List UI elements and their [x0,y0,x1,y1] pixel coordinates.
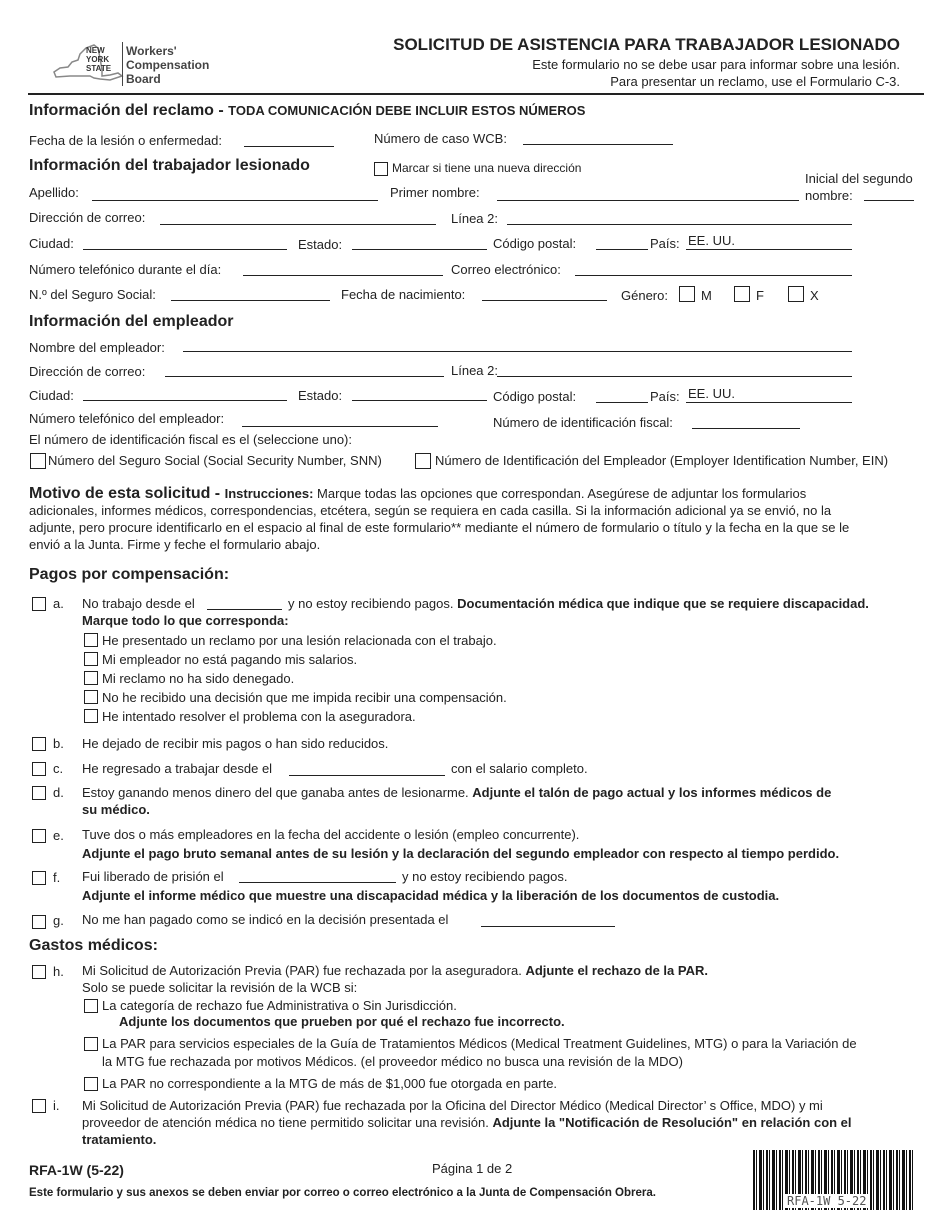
tax-id-field[interactable] [692,415,800,429]
gender-label: Género: [621,288,668,303]
form-subtitle-1: Este formulario no se debe usar para informar sobre una lesión. [532,57,900,72]
last-name-label: Apellido: [29,185,79,200]
employer-line2-field[interactable] [497,363,852,377]
form-id: RFA-1W (5-22) [29,1162,124,1178]
option-h-sub-1-label: La categoría de rechazo fue Administrativa o Sin Jurisdicción. [102,998,457,1013]
option-h-sub-3-label: La PAR no correspondiente a la MTG de más de $1,000 fue otorgada en parte. [102,1076,558,1091]
option-d-line-1: Estoy ganando menos dinero del que ganaba antes de lesionarme. Adjunte el talón de pago actual y los informes médicos de [82,785,832,800]
injury-date-label: Fecha de la lesión o enfermedad: [29,133,222,148]
option-a-checkbox[interactable] [32,597,46,611]
employer-city-label: Ciudad: [29,388,74,403]
option-f-text-2: y no estoy recibiendo pagos. [402,869,568,884]
worker-country-label: País: [650,236,680,251]
employer-line2-label: Línea 2: [451,363,498,378]
option-d-letter: d. [53,785,64,800]
employer-zip-label: Código postal: [493,389,577,404]
middle-initial-label-1: Inicial del segundo [805,171,913,186]
gender-x-checkbox[interactable] [788,286,804,302]
option-e-letter: e. [53,828,64,843]
option-e-bold: Adjunte el pago bruto semanal antes de su lesión y la declaración del segundo empleador con respecto al tiempo perdido. [82,846,840,861]
returned-to-work-date-field[interactable] [289,762,445,776]
logo-divider [122,42,123,86]
option-d-line-2: su médico. [82,802,150,817]
middle-initial-label-2: nombre: [805,188,853,203]
option-f-text-1: Fui liberado de prisión el [82,869,224,884]
barcode [753,1150,913,1210]
agency-name-1: Workers' [126,44,177,58]
worker-city-field[interactable] [83,236,287,250]
first-name-label: Primer nombre: [390,185,480,200]
barcode-text: RFA-1W 5-22 [787,1194,867,1208]
worker-city-label: Ciudad: [29,236,74,251]
employer-state-field[interactable] [352,387,487,401]
employer-name-label: Nombre del empleador: [29,340,165,355]
injury-date-field[interactable] [244,133,334,147]
option-h-sub-1-checkbox[interactable] [84,999,98,1013]
gender-f-checkbox[interactable] [734,286,750,302]
option-h-sub-2-line-2: la MTG fue rechazada por motivos Médicos. (el proveedor médico no busca una revisión de la MDO) [102,1054,683,1069]
tax-id-ein-label: Número de Identificación del Empleador (Employer Identification Number, EIN) [435,453,889,468]
page-number: Página 1 de 2 [432,1161,513,1176]
employer-country-value: EE. UU. [688,386,735,401]
option-h-sub-3-checkbox[interactable] [84,1077,98,1091]
new-address-checkbox[interactable] [374,162,388,176]
option-g-letter: g. [53,913,64,928]
option-h-checkbox[interactable] [32,965,46,979]
option-a-sub-1-label: He presentado un reclamo por una lesión relacionada con el trabajo. [102,633,497,648]
option-a-sub-3-checkbox[interactable] [84,671,98,685]
option-a-sub-1-checkbox[interactable] [84,633,98,647]
worker-country-field[interactable] [686,233,852,250]
form-subtitle-2: Para presentar un reclamo, use el Formulario C-3. [610,74,900,89]
option-a-letter: a. [53,596,64,611]
worker-state-field[interactable] [352,236,487,250]
option-g-checkbox[interactable] [32,915,46,929]
reason-instructions: Motivo de esta solicitud - Instrucciones: Marque todas las opciones que correspondan. Asegúrese de adjuntar los formularios adicionales, informes médicos, correspondencias, etcétera, según se requiera en cada casilla. Si la información adicional ya se envió, no la adjunte, pero procure identificarlo en el espacio al final de este formulario** mediante el número de formulario o título y la fecha en la que se le envió a la Junta. Firme y feche el formulario abajo. [29,485,850,552]
option-e-text: Tuve dos o más empleadores en la fecha del accidente o lesión (empleo concurrente). [82,827,580,842]
prison-release-date-field[interactable] [239,869,396,883]
employer-address-label: Dirección de correo: [29,364,146,379]
option-i-line-1: Mi Solicitud de Autorización Previa (PAR) fue rechazada por la Oficina del Director Médico (Medical Director’ s Office, MDO) y mi [82,1098,823,1113]
option-a-text-1: No trabajo desde el [82,596,195,611]
employer-city-field[interactable] [83,387,287,401]
medical-heading: Gastos médicos: [29,937,158,954]
option-a-sub-3-label: Mi reclamo no ha sido denegado. [102,671,295,686]
new-address-label: Marcar si tiene una nueva dirección [392,161,582,175]
option-h-only: Solo se puede solicitar la revisión de la WCB si: [82,980,358,995]
employer-state-label: Estado: [298,388,343,403]
claim-heading: Información del reclamo - TODA COMUNICACIÓN DEBE INCLUIR ESTOS NÚMEROS [29,102,586,119]
footer-note: Este formulario y sus anexos se deben enviar por correo o correo electrónico a la Junta de Compensación Obrera. [29,1187,656,1199]
option-i-letter: i. [53,1098,60,1113]
option-c-letter: c. [53,761,64,776]
worker-heading: Información del trabajador lesionado [29,157,310,174]
worker-line2-label: Línea 2: [451,211,498,226]
option-a-sub-2-label: Mi empleador no está pagando mis salarios. [102,652,358,667]
option-a-sub-5-label: He intentado resolver el problema con la aseguradora. [102,709,416,724]
option-b-checkbox[interactable] [32,737,46,751]
worker-line2-field[interactable] [507,211,852,225]
worker-zip-label: Código postal: [493,236,577,251]
employer-country-field[interactable] [686,386,852,403]
day-phone-field[interactable] [243,262,443,276]
option-a-mark-all: Marque todo lo que corresponda: [82,613,289,628]
option-f-checkbox[interactable] [32,871,46,885]
employer-heading: Información del empleador [29,313,234,330]
first-name-field[interactable] [497,187,799,201]
worker-country-value: EE. UU. [688,233,735,248]
worker-address-label: Dirección de correo: [29,210,146,225]
gender-m-checkbox[interactable] [679,286,695,302]
option-a-sub-4-label: No he recibido una decisión que me impida recibir una compensación. [102,690,507,705]
option-h-sub-2-line-1: La PAR para servicios especiales de la Guía de Tratamientos Médicos (Medical Treatment Guidelines, MTG) o para la Variación de [102,1036,857,1051]
middle-initial-field[interactable] [864,187,914,201]
gender-x-label: X [810,288,819,303]
gender-f-label: F [756,288,764,303]
ssn-field[interactable] [171,287,330,301]
employer-address-field[interactable] [165,363,444,377]
option-h-letter: h. [53,964,64,979]
option-f-bold: Adjunte el informe médico que muestre una discapacidad médica y la liberación de los documentos de custodia. [82,888,780,903]
dob-label: Fecha de nacimiento: [341,287,466,302]
gender-m-label: M [701,288,712,303]
employer-country-label: País: [650,389,680,404]
reason-heading: Motivo de esta solicitud - [29,485,225,502]
option-h-sub-2-checkbox[interactable] [84,1037,98,1051]
payments-heading: Pagos por compensación: [29,566,230,583]
worker-state-label: Estado: [298,237,343,252]
option-a-sub-4-checkbox[interactable] [84,690,98,704]
wcb-case-label: Número de caso WCB: [374,131,507,146]
worker-zip-field[interactable] [596,236,648,250]
employer-phone-field[interactable] [242,413,438,427]
option-b-letter: b. [53,736,64,751]
employer-phone-label: Número telefónico del empleador: [29,411,225,426]
option-f-letter: f. [53,870,61,885]
decision-date-field[interactable] [481,913,615,927]
form-title: SOLICITUD DE ASISTENCIA PARA TRABAJADOR LESIONADO [393,35,900,54]
ssn-label: N.º del Seguro Social: [29,287,156,302]
option-i-checkbox[interactable] [32,1099,46,1113]
option-c-checkbox[interactable] [32,762,46,776]
wcb-case-field[interactable] [523,131,673,145]
option-a-sub-2-checkbox[interactable] [84,652,98,666]
option-h-sub-1-bold: Adjunte los documentos que prueben por qué el rechazo fue incorrecto. [119,1014,565,1029]
nys-logo [50,42,218,88]
worker-address-field[interactable] [160,211,436,225]
option-g-text: No me han pagado como se indicó en la decisión presentada el [82,912,449,927]
tax-id-ein-checkbox[interactable] [415,453,431,469]
tax-id-ssn-checkbox[interactable] [30,453,46,469]
day-phone-label: Número telefónico durante el día: [29,262,222,277]
option-b-text: He dejado de recibir mis pagos o han sido reducidos. [82,736,389,751]
tax-id-type-label: El número de identificación fiscal es el (seleccione uno): [29,432,353,447]
employer-name-field[interactable] [183,338,852,352]
option-i-line-2: proveedor de atención médica no tiene permitido solicitar una revisión. Adjunte la "Notificación de Resolución" en relación con el [82,1115,852,1130]
worker-email-field[interactable] [575,262,852,276]
last-name-field[interactable] [92,187,378,201]
agency-name-2: Compensation [126,58,210,72]
option-a-line: y no estoy recibiendo pagos. Documentación médica que indique que se requiere discapacidad. [288,596,869,611]
option-c-text-1: He regresado a trabajar desde el [82,761,273,776]
dob-field[interactable] [482,287,607,301]
option-c-text-2: con el salario completo. [451,761,588,776]
option-h-line-1: Mi Solicitud de Autorización Previa (PAR) fue rechazada por la aseguradora. Adjunte el rechazo de la PAR. [82,963,708,978]
tax-id-ssn-label: Número del Seguro Social (Social Security Number, SNN) [48,453,382,468]
agency-name-3: Board [126,72,161,86]
option-e-checkbox[interactable] [32,829,46,843]
option-d-checkbox[interactable] [32,786,46,800]
tax-id-label: Número de identificación fiscal: [493,415,673,430]
state-name: NEW YORK STATE [86,46,112,73]
option-a-sub-5-checkbox[interactable] [84,709,98,723]
employer-zip-field[interactable] [596,389,648,403]
header-rule [28,93,924,95]
not-working-since-field[interactable] [207,596,282,610]
option-i-line-3: tratamiento. [82,1132,157,1147]
worker-email-label: Correo electrónico: [451,262,561,277]
